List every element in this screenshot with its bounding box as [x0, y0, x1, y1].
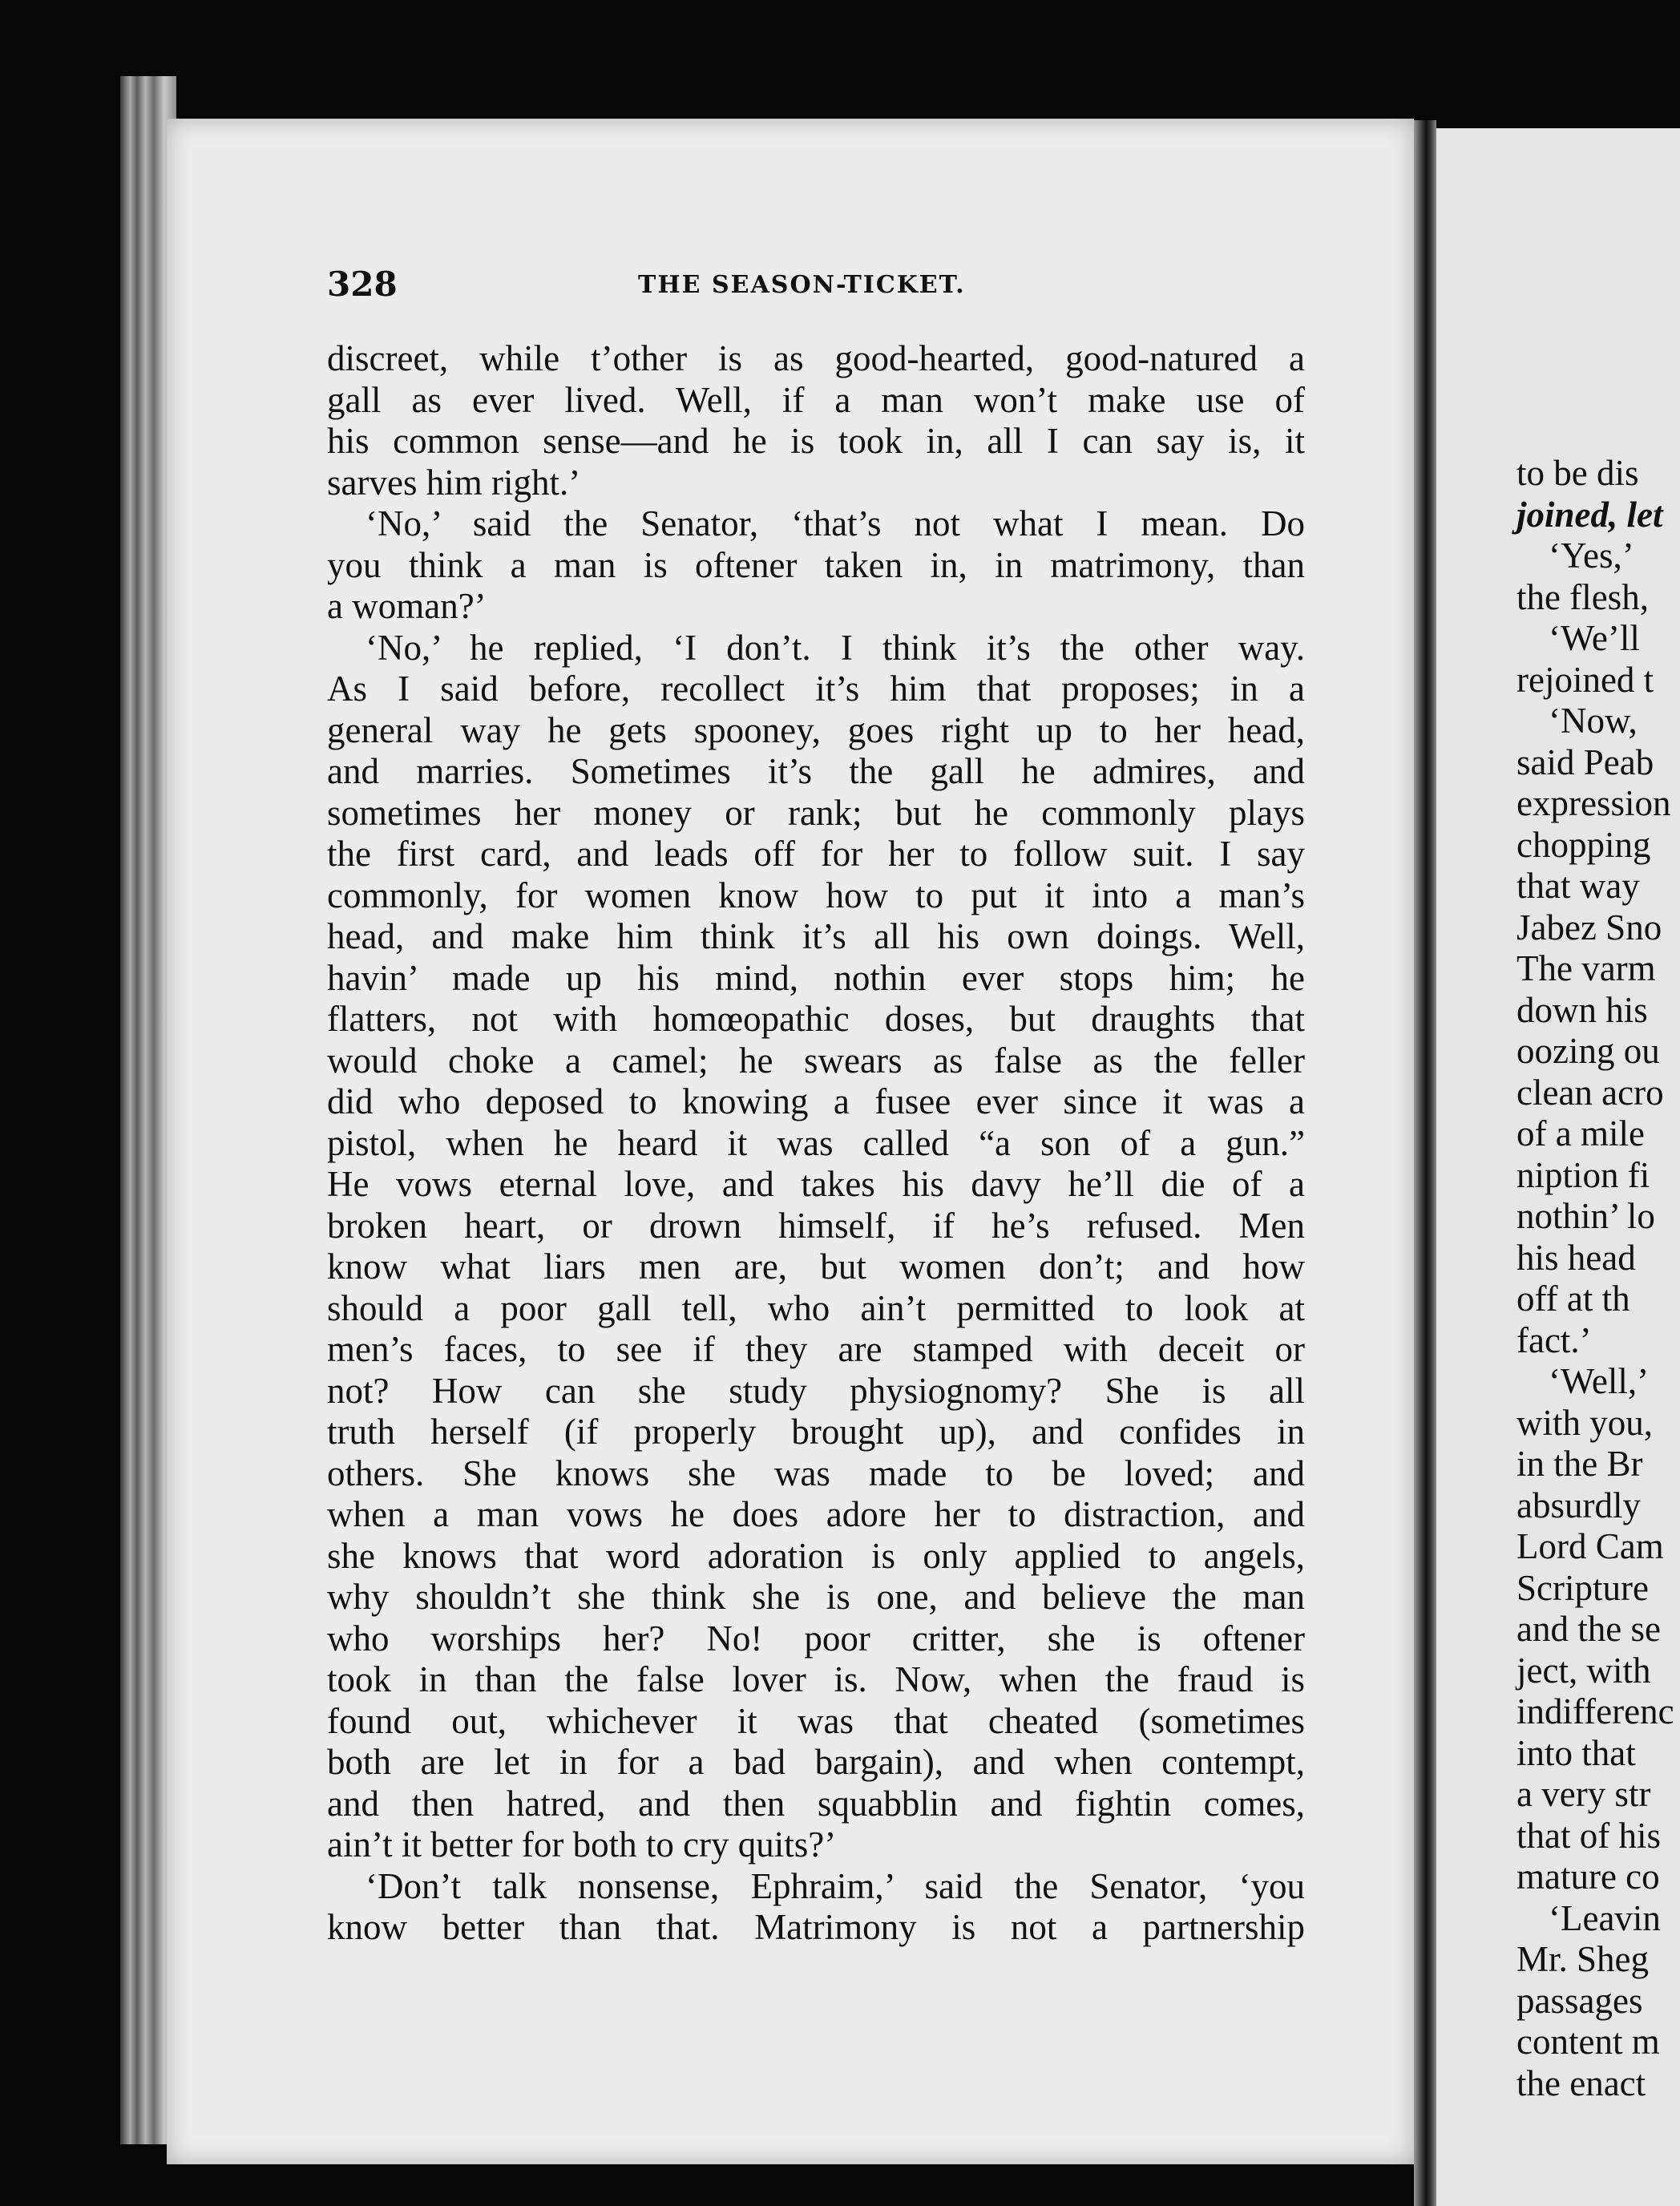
text-line: would choke a camel; he swears as false as the feller [327, 1040, 1305, 1081]
text-line: ject, with [1516, 1650, 1651, 1691]
text-line: flatters, not with homœopathic doses, but draughts that [327, 999, 1305, 1039]
text-line: ‘Don’t talk nonsense, Ephraim,’ said the Senator, ‘you [365, 1865, 1305, 1906]
text-line: general way he gets spooney, goes right up to her head, [327, 709, 1305, 750]
text-line: As I said before, recollect it’s him that proposes; in a [327, 669, 1305, 709]
text-line: absurdly [1516, 1485, 1641, 1525]
text-line: chopping [1516, 824, 1651, 865]
text-line: his head [1516, 1237, 1636, 1278]
text-line: ‘We’ll [1549, 618, 1640, 658]
left-page-body [327, 338, 1305, 1949]
text-line: He vows eternal love, and takes his davy he’ll die of a [327, 1164, 1305, 1204]
text-line: with you, [1516, 1402, 1654, 1443]
text-line: to be dis [1516, 453, 1639, 493]
text-line: oozing ou [1516, 1031, 1660, 1071]
text-line: The varm [1516, 948, 1656, 988]
text-line: the flesh, [1516, 576, 1649, 617]
text-line: mature co [1516, 1857, 1660, 1897]
text-line: discreet, while t’other is as good-hearted, good-natured a [327, 338, 1305, 378]
text-line: found out, whichever it was that cheated (sometimes [327, 1700, 1305, 1741]
text-line: off at th [1516, 1279, 1630, 1319]
text-line: his common sense—and he is took in, all I can say is, it [327, 421, 1305, 461]
text-line: sarves him right.’ [327, 462, 581, 503]
page-number: 328 [327, 265, 398, 304]
text-line: indifferenc [1516, 1691, 1674, 1731]
text-line: men’s faces, to see if they are stamped with deceit or [327, 1329, 1305, 1369]
text-line: and marries. Sometimes it’s the gall he admires, and [327, 751, 1305, 791]
text-line: a woman?’ [327, 586, 487, 626]
text-line: who worships her? No! poor critter, she is oftener [327, 1618, 1305, 1659]
text-line: did who deposed to knowing a fusee ever since it was a [327, 1081, 1305, 1121]
text-line: know what liars men are, but women don’t; and how [327, 1246, 1305, 1287]
text-line: gall as ever lived. Well, if a man won’t make use of [327, 379, 1305, 420]
text-line: a very str [1516, 1774, 1651, 1814]
text-line: you think a man is oftener taken in, in matrimony, than [327, 544, 1305, 585]
text-line: ‘No,’ said the Senator, ‘that’s not what I mean. Do [365, 503, 1305, 543]
text-line: rejoined t [1516, 659, 1654, 700]
text-line: Mr. Sheg [1516, 1939, 1650, 1979]
text-line: took in than the false lover is. Now, when the fraud is [327, 1659, 1305, 1699]
text-line: said Peab [1516, 741, 1654, 782]
text-line: know better than that. Matrimony is not a partnership [327, 1907, 1305, 1947]
page-header [327, 265, 1305, 313]
text-line: the enact [1516, 2063, 1646, 2103]
text-line: she knows that word adoration is only applied to angels, [327, 1535, 1305, 1576]
right-page-body [1516, 453, 1680, 2104]
text-line: ‘Now, [1549, 701, 1638, 741]
text-line: expression [1516, 783, 1671, 823]
text-line: broken heart, or drown himself, if he’s refused. Men [327, 1205, 1305, 1246]
text-line: clean acro [1516, 1072, 1664, 1113]
text-line: ‘No,’ he replied, ‘I don’t. I think it’s the other way. [365, 627, 1305, 668]
text-line: and the se [1516, 1609, 1661, 1649]
text-line: sometimes her money or rank; but he commonly plays [327, 792, 1305, 833]
text-line: pistol, when he heard it was called “a son of a gun.” [327, 1122, 1305, 1163]
right-page [1436, 128, 1680, 2206]
text-line: that of his [1516, 1815, 1661, 1856]
text-line: should a poor gall tell, who ain’t permitted to look at [327, 1287, 1305, 1328]
text-line: ‘Well,’ [1549, 1361, 1650, 1401]
text-line: the first card, and leads off for her to follow suit. I say [327, 834, 1305, 874]
text-line: into that [1516, 1732, 1636, 1773]
text-line: content m [1516, 2022, 1660, 2062]
text-line: in the Br [1516, 1444, 1643, 1484]
text-line: passages [1516, 1980, 1643, 2021]
text-line: joined, let [1516, 494, 1663, 535]
text-line: head, and make him think it’s all his own doings. Well, [327, 916, 1305, 956]
text-line: ‘Yes,’ [1549, 535, 1634, 576]
book-gutter [1414, 120, 1436, 2206]
running-title: THE SEASON-TICKET. [638, 271, 966, 299]
text-line: fact.’ [1516, 1319, 1592, 1360]
text-line: ‘Leavin [1549, 1897, 1661, 1938]
text-line: when a man vows he does adore her to distraction, and [327, 1494, 1305, 1534]
text-line: not? How can she study physiognomy? She is all [327, 1370, 1305, 1411]
text-line: that way [1516, 866, 1640, 906]
text-line: commonly, for women know how to put it into a man’s [327, 875, 1305, 915]
text-line: havin’ made up his mind, nothin ever stops him; he [327, 957, 1305, 998]
text-line: Lord Cam [1516, 1526, 1664, 1566]
text-line: both are let in for a bad bargain), and when contempt, [327, 1742, 1305, 1782]
text-line: nothin’ lo [1516, 1196, 1655, 1236]
text-line: and then hatred, and then squabblin and fightin comes, [327, 1783, 1305, 1824]
text-line: niption fi [1516, 1154, 1650, 1195]
text-line: ain’t it better for both to cry quits?’ [327, 1824, 837, 1865]
text-line: Jabez Sno [1516, 907, 1662, 947]
text-line: why shouldn’t she think she is one, and believe the man [327, 1577, 1305, 1617]
text-line: Scripture [1516, 1567, 1649, 1608]
text-line: down his [1516, 989, 1648, 1030]
text-line: of a mile [1516, 1113, 1645, 1154]
text-line: others. She knows she was made to be loved; and [327, 1452, 1305, 1493]
text-line: truth herself (if properly brought up), and confides in [327, 1412, 1305, 1452]
